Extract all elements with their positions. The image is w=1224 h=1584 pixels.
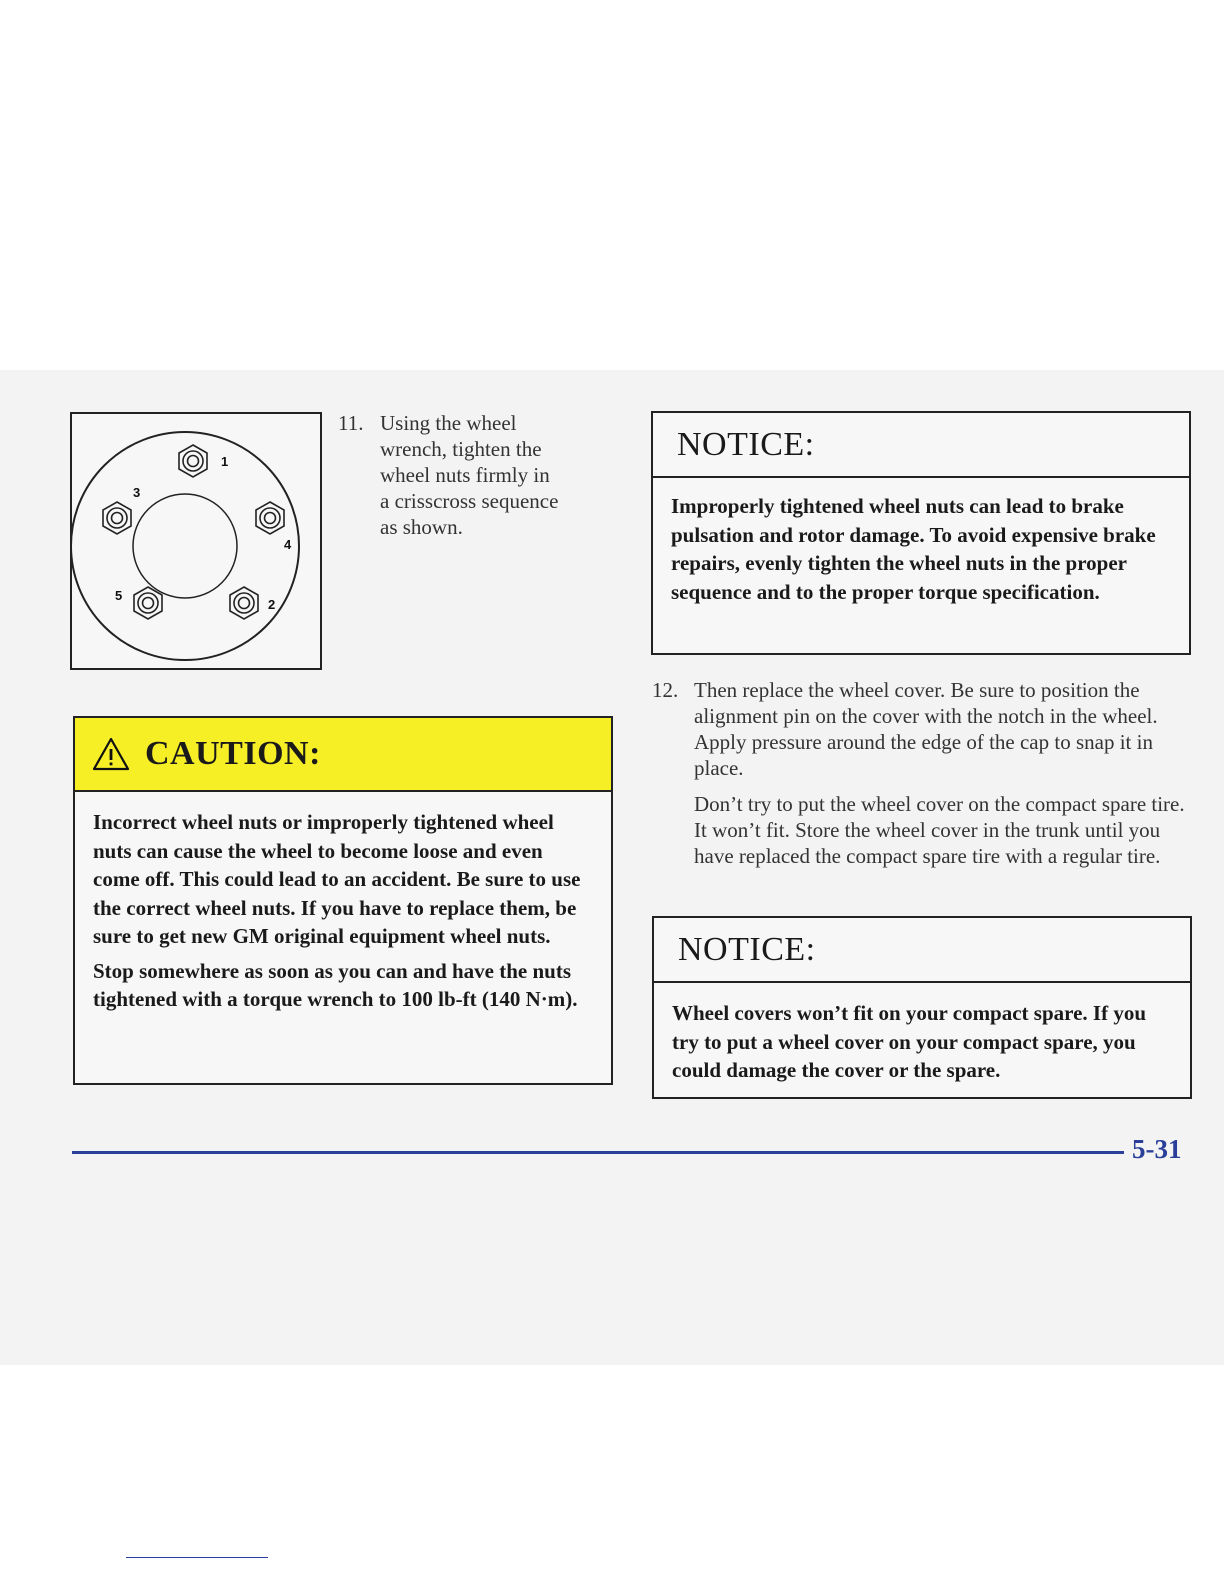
bottom-rule bbox=[126, 1557, 268, 1558]
notice-title: NOTICE: bbox=[677, 425, 815, 463]
step-line: Using the wheel bbox=[380, 411, 517, 435]
notice-body: Wheel covers won’t fit on your compact spare. If you try to put a wheel cover on your compact spare, you could damage the cover or the spare. bbox=[672, 1001, 1147, 1082]
nut-label-5: 5 bbox=[115, 588, 123, 603]
notice-header bbox=[654, 918, 1190, 983]
caution-header bbox=[75, 718, 611, 792]
notice-header bbox=[653, 413, 1189, 478]
caution-paragraph: Incorrect wheel nuts or improperly tightened wheel nuts can cause the wheel to become loose and even come off. This could lead to an accident. Be sure to use the correct wheel nuts. If you have to replace them, be sure to get new GM original equipment wheel nuts. bbox=[93, 810, 581, 948]
warning-triangle-icon bbox=[91, 736, 131, 772]
notice-body: Improperly tightened wheel nuts can lead to brake pulsation and rotor damage. To avoid expensive brake repairs, evenly tighten the wheel nuts in the proper sequence and to the proper torque specification. bbox=[671, 494, 1156, 604]
page-number: 5-31 bbox=[1132, 1134, 1182, 1164]
nut-label-3: 3 bbox=[133, 485, 141, 500]
footer-rule bbox=[72, 1151, 1124, 1154]
wheel-nut-diagram bbox=[70, 412, 322, 670]
step-line: wheel nuts firmly in bbox=[380, 463, 550, 487]
nut-label-2: 2 bbox=[268, 597, 276, 612]
wheel-nut-2 bbox=[230, 587, 258, 619]
wheel-nut-sequence-diagram-icon bbox=[72, 414, 320, 668]
caution-paragraph: Stop somewhere as soon as you can and have the nuts tightened with a torque wrench to 100 lb-ft (140 N·m). bbox=[93, 958, 578, 1011]
caution-body bbox=[75, 792, 611, 1014]
caution-title: CAUTION: bbox=[145, 735, 321, 772]
caution-box bbox=[73, 716, 613, 1085]
step-text: Then replace the wheel cover. Be sure to position the alignment pin on the cover with the notch in the wheel. Apply pressure around the edge of the cap to snap it in place. bbox=[694, 678, 1158, 780]
notice-box-brake bbox=[651, 411, 1191, 655]
wheel-nut-1 bbox=[179, 445, 207, 477]
step-line: a crisscross sequence bbox=[380, 489, 559, 513]
wheel-nut-3 bbox=[103, 502, 131, 534]
step-line: as shown. bbox=[380, 515, 463, 539]
wheel-nut-5 bbox=[134, 587, 162, 619]
notice-box-wheel-cover bbox=[652, 916, 1192, 1099]
step-text bbox=[380, 410, 590, 540]
step-12-note: Don’t try to put the wheel cover on the compact spare tire. It won’t fit. Store the wheel cover in the trunk until you have replaced the compact spare tire with a regular tire. bbox=[694, 792, 1185, 868]
nut-label-4: 4 bbox=[284, 537, 292, 552]
step-number: 11. bbox=[338, 411, 364, 435]
nut-label-1: 1 bbox=[221, 454, 229, 469]
wheel-nut-4 bbox=[256, 502, 284, 534]
step-number: 12. bbox=[652, 678, 679, 702]
notice-title: NOTICE: bbox=[678, 930, 816, 968]
step-line: wrench, tighten the bbox=[380, 437, 542, 461]
